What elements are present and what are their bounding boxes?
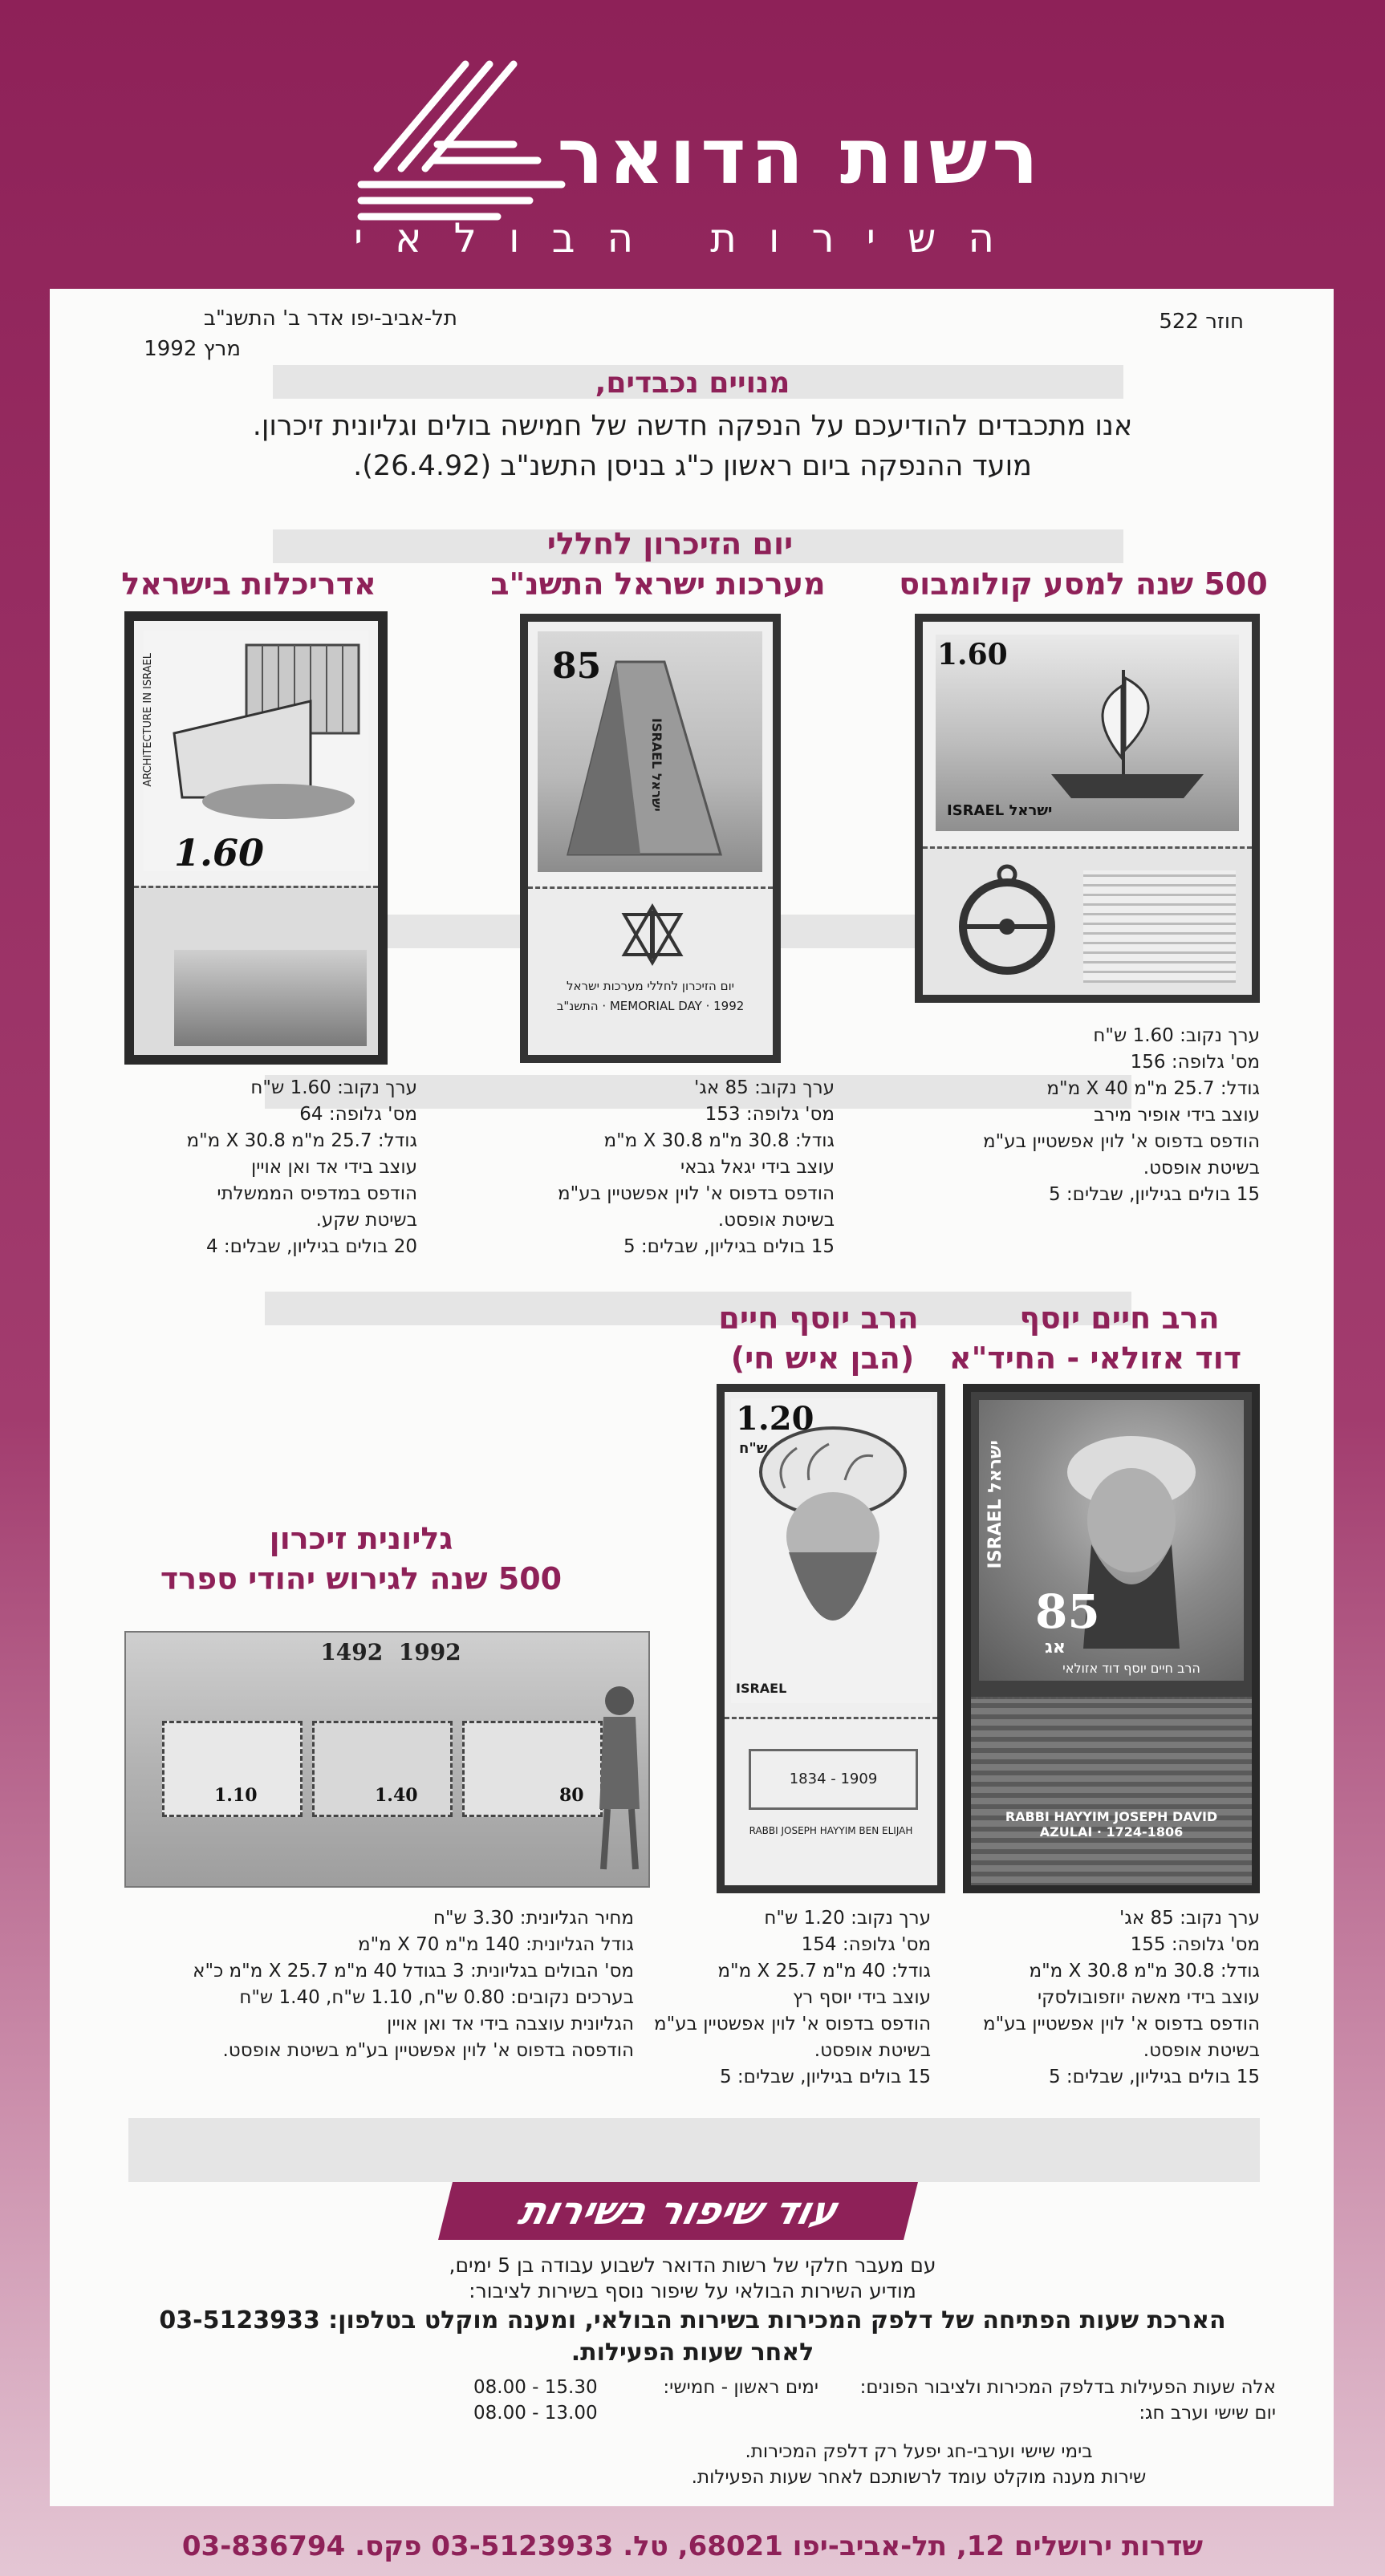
sheet-stamp-value: 1.10 <box>214 1785 258 1806</box>
info-line: הודפס במדפיס הממשלתי <box>217 1183 417 1204</box>
sheet-info <box>120 1905 634 2064</box>
info-line: בערכים נקובים: 0.80 ש"ח, 1.10 ש"ח, 1.40 ש"ח <box>239 1987 634 2008</box>
service-bold-1: הארכת שעות הפתיחה של דלפק המכירות בשירות הבולאי, ומענה מוקלט בטלפון: 03-5123933 <box>159 2306 1226 2335</box>
hours-weekdays-label: ימים ראשון - חמישי: <box>663 2377 818 2398</box>
service-name: השירות הבולאי <box>353 215 1027 262</box>
sheet-title-1: גליונית זיכרון <box>269 1521 453 1556</box>
info-line: 20 בולים בגיליון, שבלים: 4 <box>205 1236 417 1257</box>
stamp-info-azulai <box>923 1905 1260 2091</box>
tab-caption-1: יום הזיכרון לחללי מערכות ישראל <box>566 979 735 993</box>
stamp-title-memorial-1: יום הזיכרון לחללי <box>546 526 794 562</box>
info-line: עוצב בידי אד ואן אויין <box>250 1157 417 1178</box>
info-line: מחיר הגליונית: 3.30 ש"ח <box>433 1908 634 1929</box>
stamp-value: 1.60 <box>937 638 1008 671</box>
table-print-pattern <box>1083 870 1236 983</box>
stamp-title-ben-ish-hai-1: הרב יוסף חיים <box>718 1300 919 1336</box>
info-line: הודפסה בדפוס א' לוין אפשטיין בע"מ בשיטת אופסט. <box>222 2040 634 2061</box>
rabbi-portrait-icon <box>741 1416 925 1689</box>
info-line: הודפס בדפוס א' לוין אפשטיין בע"מ <box>983 2014 1260 2034</box>
info-line: מס' גלופה: 156 <box>1130 1052 1260 1073</box>
stamp-info-memorial <box>498 1075 835 1260</box>
salutation: מנויים נכבדים, <box>595 367 790 400</box>
tab-dates: 1834 - 1909 <box>749 1749 918 1810</box>
info-line: 15 בולים בגיליון, שבלים: 5 <box>623 1236 835 1257</box>
org-name: רשות הדואר <box>557 112 1043 201</box>
service-note-2: שירות מענה מוקלט עומד לרשותכם לאחר שעות הפעילות. <box>691 2467 1147 2488</box>
circular-number: חוזר 522 <box>1159 310 1244 334</box>
info-line: בשיטת אופסט. <box>814 2040 931 2061</box>
stamp-title-columbus: 500 שנה למסע קולומבוס <box>899 566 1268 602</box>
stamp-title-memorial-2: מערכות ישראל התשנ"ב <box>490 566 826 602</box>
gregorian-date: מרץ 1992 <box>144 337 241 361</box>
caravel-ship-icon <box>1035 654 1220 814</box>
stamp-title-ben-ish-hai-2: (הבן איש חי) <box>730 1341 915 1376</box>
info-line: ערך נקוב: 85 אג' <box>1119 1908 1260 1929</box>
info-line: גודל: 30.8 מ"מ X 30.8 מ"מ <box>603 1130 835 1151</box>
info-line: 15 בולים בגיליון, שבלים: 5 <box>1048 1184 1260 1205</box>
info-line: ערך נקוב: 1.20 ש"ח <box>764 1908 931 1929</box>
intro-line-1: אנו מתכבדים להודיעכם על הנפקה חדשה של חמישה בולים וגליונית זיכרון. <box>252 410 1133 442</box>
info-line: בשיטת שקע. <box>315 1210 417 1231</box>
info-line: גודל: 25.7 מ"מ X 40 מ"מ <box>1046 1078 1260 1099</box>
service-line-2: מודיע השירות הבולאי על שיפור נוסף בשירות לציבור: <box>469 2279 916 2302</box>
figure-illustration-icon <box>591 1681 648 1873</box>
street-photo <box>174 950 367 1046</box>
info-line: גודל: 30.8 מ"מ X 30.8 מ"מ <box>1029 1961 1260 1982</box>
info-line: ערך נקוב: 1.60 ש"ח <box>250 1077 417 1098</box>
intro-line-2: מועד ההנפקה ביום ראשון כ"ג בניסן התשנ"ב (26.4.92). <box>353 450 1032 482</box>
stamp-info-ben-ish-hai <box>594 1905 931 2091</box>
info-line: גודל הגליונית: 140 מ"מ X 70 מ"מ <box>357 1934 634 1955</box>
stamp-title-azulai-1: הרב חיים יוסף <box>1019 1300 1220 1336</box>
tab-caption: RABBI JOSEPH HAYYIM BEN ELIJAH <box>749 1825 913 1836</box>
hours-friday-time: 08.00 - 13.00 <box>473 2403 598 2424</box>
service-note-1: בימי שישי וערבי-חג יפעל רק דלפק המכירות. <box>745 2441 1093 2462</box>
info-line: עוצב בידי יגאל גבאי <box>680 1157 835 1178</box>
info-line: עוצב בידי מאשה יוזפובולסקי <box>1037 1987 1260 2008</box>
info-line: הודפס בדפוס א' לוין אפשטיין בע"מ <box>654 2014 931 2034</box>
info-line: הגליונית עוצבה בידי אד ואן אויין <box>387 2014 634 2034</box>
stamp-memorial-day <box>520 614 781 1063</box>
service-line-1: עם מעבר חלקי של רשות הדואר לשבוע עבודה בן 5 ימים, <box>449 2253 936 2277</box>
stamp-value: 85 <box>552 646 602 687</box>
info-line: גודל: 40 מ"מ X 25.7 מ"מ <box>717 1961 931 1982</box>
stamp-azulai <box>963 1384 1260 1893</box>
reverse-print-shadow <box>128 2118 1260 2182</box>
info-line: מס' גלופה: 64 <box>299 1104 417 1125</box>
stamp-caption: הרב חיים יוסף דוד אזולאי <box>1062 1661 1200 1676</box>
hours-friday-label: יום שישי וערב חג: <box>1139 2403 1276 2424</box>
stamp-info-architecture <box>96 1075 417 1260</box>
hours-title: אלה שעות הפעילות בדלפק המכירות ולציבור הפונים: <box>859 2377 1276 2398</box>
stamp-ben-ish-hai <box>717 1384 945 1893</box>
hours-weekdays-time: 08.00 - 15.30 <box>473 2377 598 2398</box>
info-line: 15 בולים בגיליון, שבלים: 5 <box>1048 2067 1260 2087</box>
info-line: הודפס בדפוס א' לוין אפשטיין בע"מ <box>983 1131 1260 1152</box>
souvenir-sheet <box>124 1631 650 1888</box>
country-label: ISRAEL ישראל <box>985 1440 1005 1569</box>
info-line: ערך נקוב: 1.60 ש"ח <box>1093 1025 1260 1046</box>
stamp-value: 1.60 <box>174 831 265 874</box>
stamp-info-columbus <box>923 1023 1260 1208</box>
info-line: 15 בולים בגיליון, שבלים: 5 <box>719 2067 931 2087</box>
tab-caption: RABBI HAYYIM JOSEPH DAVID AZULAI · 1724-1806 <box>1005 1809 1218 1840</box>
architecture-side-text: ARCHITECTURE IN ISRAEL <box>142 653 154 787</box>
info-line: בשיטת אופסט. <box>1143 2040 1260 2061</box>
stamp-value-unit: ש"ח <box>739 1440 768 1457</box>
service-bold-2: לאחר שעות הפעילות. <box>571 2339 814 2367</box>
building-icon <box>150 637 367 846</box>
info-line: בשיטת אופסט. <box>717 1210 835 1231</box>
service-banner: עוד שיפור בשירות <box>438 2182 918 2240</box>
info-line: מס' גלופה: 155 <box>1130 1934 1260 1955</box>
info-line: עוצב בידי אופיר מירב <box>1094 1105 1260 1126</box>
place-date: תל-אביב-יפו אדר ב' התשנ"ב <box>203 306 457 331</box>
idf-emblem-icon <box>616 903 688 967</box>
sheet-stamp-value: 80 <box>559 1785 584 1806</box>
info-line: מס' הבולים בגליונית: 3 בגודל 40 מ"מ X 25.7 מ"מ כ"א <box>193 1961 634 1982</box>
stamp-value-unit: אג <box>1045 1637 1066 1657</box>
info-line: עוצב בידי יוסף רץ <box>792 1987 931 2008</box>
country-label: ISRAEL ישראל <box>947 802 1053 819</box>
info-line: מס' גלופה: 153 <box>705 1104 835 1125</box>
stamp-tab <box>971 1697 1252 1888</box>
info-line: גודל: 25.7 מ"מ X 30.8 מ"מ <box>186 1130 417 1151</box>
stamp-columbus <box>915 614 1260 1003</box>
sheet-years: 1492 1992 <box>320 1639 461 1665</box>
country-label: ISRAEL <box>736 1681 787 1696</box>
country-label: ISRAEL ישראל <box>649 718 664 812</box>
sheet-stamp-value: 1.40 <box>375 1785 418 1806</box>
stamp-value: 1.20 <box>736 1400 814 1438</box>
footer-address: שדרות ירושלים 12, תל-אביב-יפו 68021, טל. 03-5123933 פקס. 03-836794 <box>181 2530 1204 2562</box>
info-line: ערך נקוב: 85 אג' <box>694 1077 835 1098</box>
info-line: מס' גלופה: 154 <box>801 1934 931 1955</box>
stamp-architecture <box>124 611 388 1065</box>
stamp-title-architecture: אדריכלות בישראל <box>121 566 376 602</box>
info-line: בשיטת אופסט. <box>1143 1158 1260 1178</box>
stamp-title-azulai-2: דוד אזולאי - החיד"א <box>948 1341 1242 1376</box>
stamp-value: 85 <box>1035 1584 1100 1639</box>
tab-caption-2: MEMORIAL DAY · 1992 · התשנ"ב <box>556 999 745 1013</box>
info-line: הודפס בדפוס א' לוין אפשטיין בע"מ <box>558 1183 835 1204</box>
astrolabe-icon <box>947 862 1067 983</box>
sheet-title-2: 500 שנה לגירוש יהודי ספרד <box>160 1561 563 1596</box>
